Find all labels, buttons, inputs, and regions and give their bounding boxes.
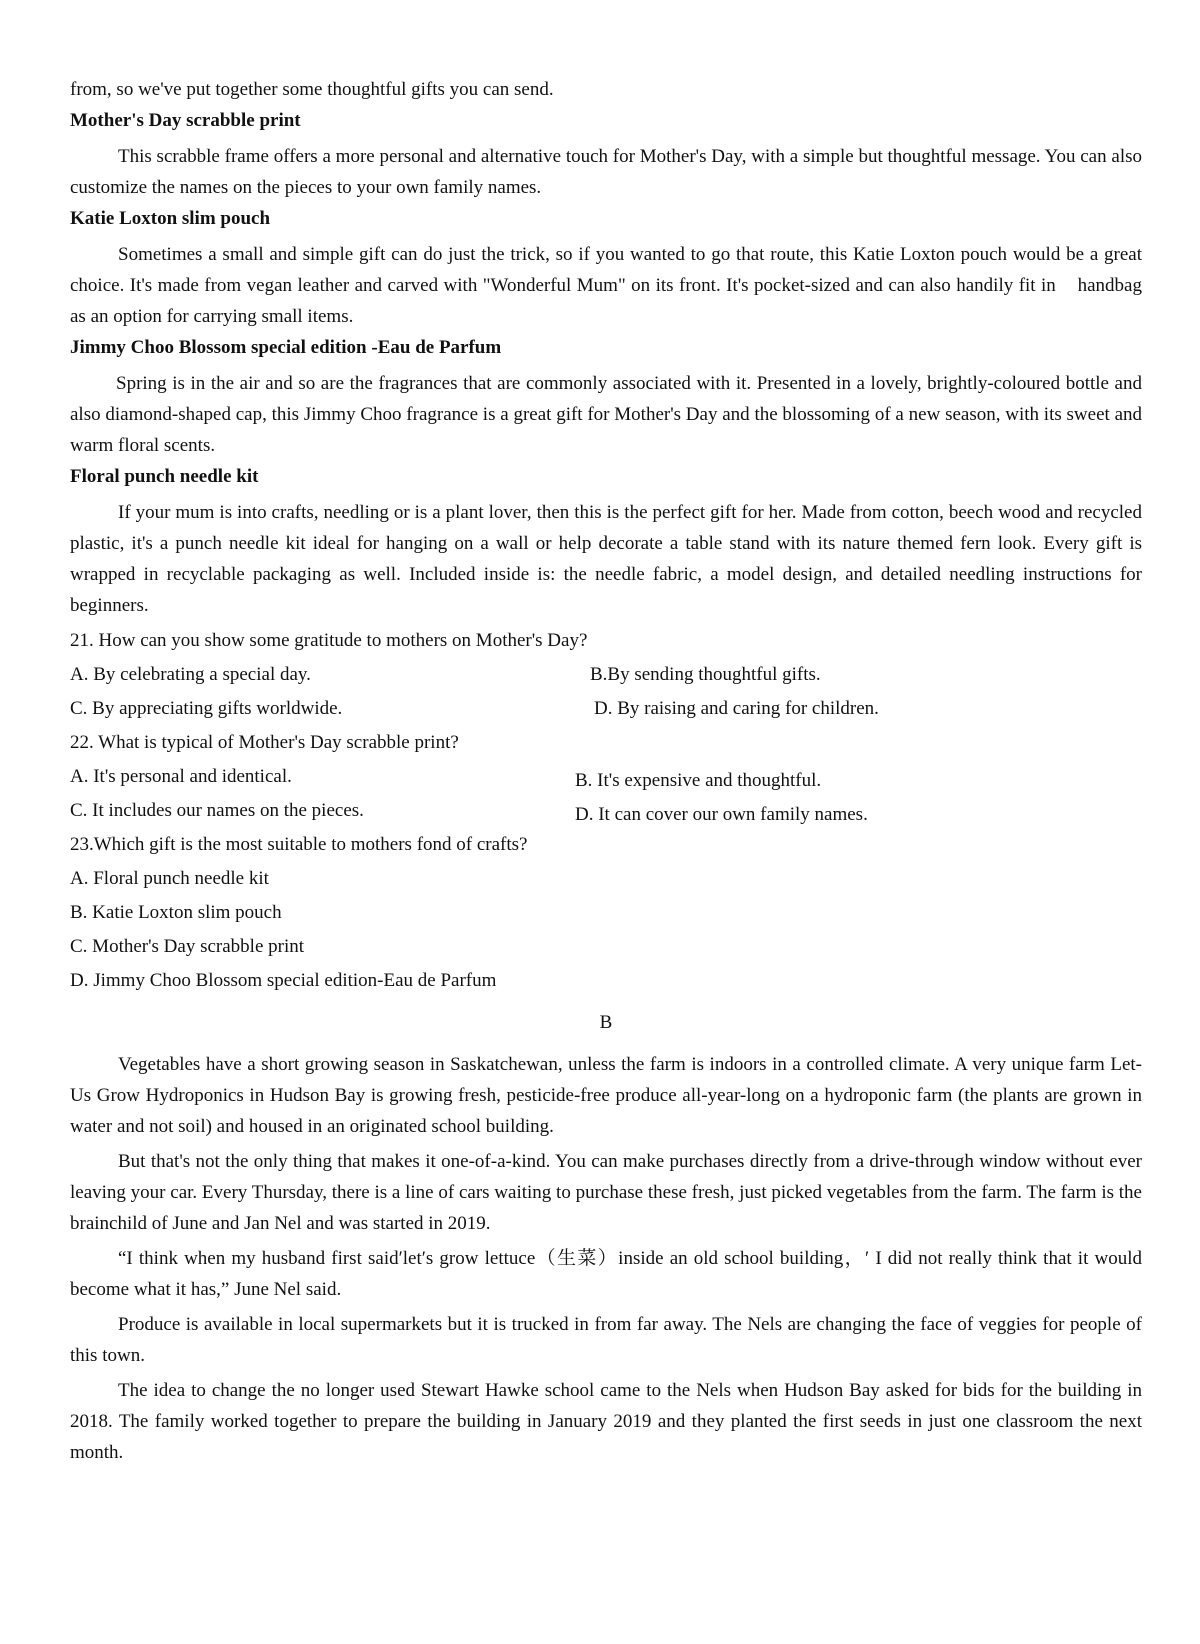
option-row [70, 761, 1142, 793]
option-a: A. By celebrating a special day. [70, 664, 311, 685]
passage-paragraph: But that's not the only thing that makes it one-of-a-kind. You can make purchases directly from a drive-through window without ever leaving your car. Every Thursday, there is a line of cars waiting to purchase these fresh, just picked vegetables from the farm. The farm is the brainchild of June and Jan Nel and was started in 2019. [70, 1151, 1142, 1234]
option-d: D. It can cover our own family names. [575, 804, 868, 825]
option-b: B. It's expensive and thoughtful. [575, 770, 822, 791]
passage-paragraph: The idea to change the no longer used Stewart Hawke school came to the Nels when Hudson Bay asked for bids for the building in 2018. The family worked together to prepare the building in January 2019 and they planted the first seeds in just one classroom the next month. [70, 1380, 1142, 1463]
question-text: 23.Which gift is the most suitable to mothers fond of crafts? [70, 834, 528, 855]
option-a: A. It's personal and identical. [70, 766, 292, 787]
gift-description: If your mum is into crafts, needling or is a plant lover, then this is the perfect gift for her. Made from cotton, beech wood and recycled plastic, it's a punch needle kit ideal for hanging on a wall or help decorate a table stand with its nature themed fern look. Every gift is wrapped in recyclable packaging as well. Included inside is: the needle fabric, a model design, and detailed needling instructions for beginners. [70, 502, 1142, 616]
gift-title: Jimmy Choo Blossom special edition -Eau de Parfum [70, 337, 502, 358]
option-row [70, 659, 1142, 691]
question-23 [70, 829, 1142, 997]
option-c: C. Mother's Day scrabble print [70, 936, 305, 957]
option-d: D. By raising and caring for children. [594, 698, 879, 719]
gift-description: Sometimes a small and simple gift can do just the trick, so if you wanted to go that route, this Katie Loxton pouch would be a great choice. It's made from vegan leather and carved with "Wonderful Mum" on its front. It's pocket-sized and can also handily fit in handbag as an option for carrying small items. [70, 244, 1147, 327]
gift-title: Katie Loxton slim pouch [70, 208, 271, 229]
option-d: D. Jimmy Choo Blossom special edition-Eau de Parfum [70, 970, 497, 991]
question-22 [70, 727, 1142, 827]
option-a: A. Floral punch needle kit [70, 868, 269, 889]
gift-section-perfume [70, 336, 1142, 461]
option-b: B. Katie Loxton slim pouch [70, 902, 282, 923]
option-row [70, 795, 1142, 827]
gift-section-pouch [70, 207, 1147, 332]
gift-description: This scrabble frame offers a more personal and alternative touch for Mother's Day, with a simple but thoughtful message. You can also customize the names on the pieces to your own family names. [70, 146, 1142, 198]
passage-paragraph: Produce is available in local supermarkets but it is trucked in from far away. The Nels are changing the face of veggies for people of this town. [70, 1314, 1142, 1366]
question-text: 21. How can you show some gratitude to mothers on Mother's Day? [70, 630, 588, 651]
passage-paragraph: Vegetables have a short growing season in Saskatchewan, unless the farm is indoors in a controlled climate. A very unique farm Let-Us Grow Hydroponics in Hudson Bay is growing fresh, pesticide-free produce all-year-long on a hydroponic farm (the plants are grown in water and not soil) and housed in an originated school building. [70, 1054, 1142, 1137]
passage-paragraph: “I think when my husband first said′let′s grow lettuce（生菜）inside an old school building，′ I did not really think that it would become what it has,” June Nel said. [70, 1248, 1142, 1300]
gift-title: Mother's Day scrabble print [70, 110, 301, 131]
option-row [70, 693, 1142, 725]
question-text: 22. What is typical of Mother's Day scrabble print? [70, 732, 459, 753]
section-label: B [599, 1012, 613, 1033]
passage-b [70, 1049, 1142, 1468]
document-page [70, 74, 1147, 1472]
option-c: C. It includes our names on the pieces. [70, 800, 364, 821]
option-c: C. By appreciating gifts worldwide. [70, 698, 343, 719]
gift-description: Spring is in the air and so are the fragrances that are commonly associated with it. Presented in a lovely, brightly-coloured bottle and also diamond-shaped cap, this Jimmy Choo fragrance is a great gift for Mother's Day and the blossoming of a new season, with its sweet and warm floral scents. [70, 373, 1142, 456]
intro-line: from, so we've put together some thoughtful gifts you can send. [70, 79, 554, 100]
gift-section-scrabble [70, 109, 1142, 203]
gift-section-needle-kit [70, 465, 1142, 621]
option-b: B.By sending thoughtful gifts. [590, 664, 821, 685]
question-21 [70, 625, 1142, 725]
gift-title: Floral punch needle kit [70, 466, 259, 487]
